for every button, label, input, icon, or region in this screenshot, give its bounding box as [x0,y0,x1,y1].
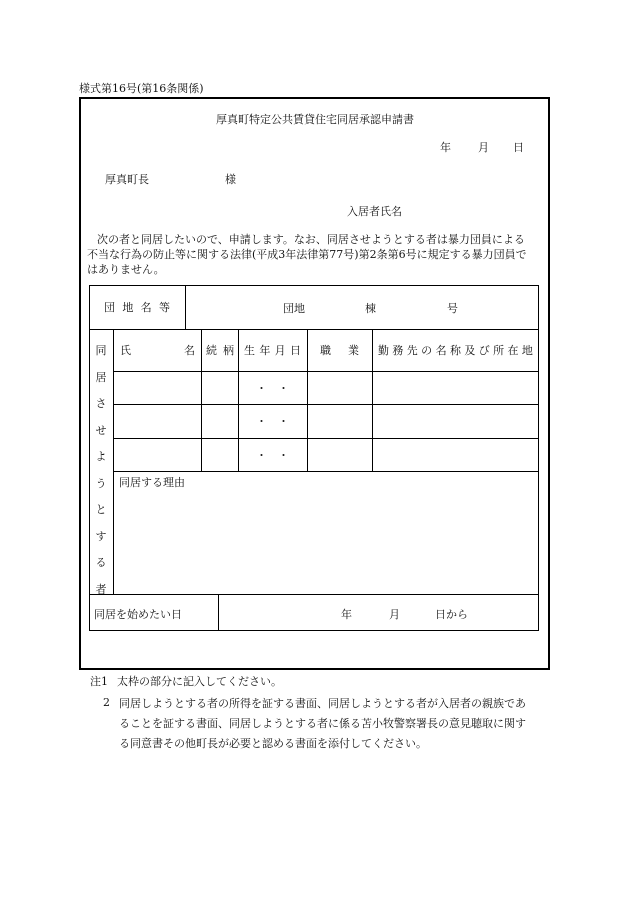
table-line [372,329,373,471]
addressee-name: 厚真町長 [105,173,149,186]
complex-danchi: 団地 [283,302,305,315]
form-label: 様式第16号(第16条関係) [79,82,204,95]
date-month: 月 [478,141,489,154]
applicant-name-label: 入居者氏名 [347,205,402,218]
start-day-suffix: 日から [435,608,468,621]
complex-name-label: 団 地 名 等 [104,301,170,314]
start-year: 年 [341,608,352,621]
statement-line: 不当な行為の防止等に関する法律(平成3年法律第77号)第2条第6号に規定する暴力団員で [87,248,527,261]
header-birthdate: 生 年 月 日 [244,344,301,357]
statement-line: 次の者と同居したいので、申請します。なお、同居させようとする者は暴力団員による [97,233,525,246]
row-birthdate: ・ ・ [256,381,289,395]
header-occupation: 職 業 [320,344,359,357]
addressee-honorific: 様 [225,173,236,186]
start-date-label: 同居を始めたい日 [94,608,182,621]
complex-mune: 棟 [365,302,376,315]
header-workplace: 勤 務 先 の 名 称 及 び 所 在 地 [378,344,533,357]
note-2-prefix: 2 [103,696,110,709]
table-line [201,329,202,471]
table-line [113,438,539,439]
note-1: 注1 太枠の部分に記入してください。 [90,675,282,688]
table-line [113,404,539,405]
row-birthdate: ・ ・ [256,415,289,428]
row-birthdate: ・ ・ [256,448,289,462]
table-line [113,471,539,472]
document-title: 厚真町特定公共賃貸住宅同居承認申請書 [216,113,414,126]
cohabitant-vertical-label: 同 居 さ せ よ う と す る 者 [95,344,107,596]
date-day: 日 [513,141,524,154]
table-line [218,594,219,631]
table-line [113,371,539,372]
start-month: 月 [389,608,400,621]
table-line [89,594,539,595]
note-2: 同居しようとする者の所得を証する書面、同居しようとする者が入居者の親族であ ることを証する書面、同居しようとする者に係る苫小牧警察署長の意見聴取に関す る同意書その他町長が必要と認める書面を添付してください。 [119,697,526,750]
table-line [185,285,186,329]
date-year: 年 [440,141,451,154]
complex-go: 号 [447,302,458,315]
header-relation: 続 柄 [206,344,234,357]
table-line [113,329,114,594]
table-line [307,329,308,471]
reason-label: 同居する理由 [119,476,185,489]
header-name: 氏 名 [120,344,195,357]
statement-line: はありません。 [87,263,165,276]
application-statement [87,232,543,277]
